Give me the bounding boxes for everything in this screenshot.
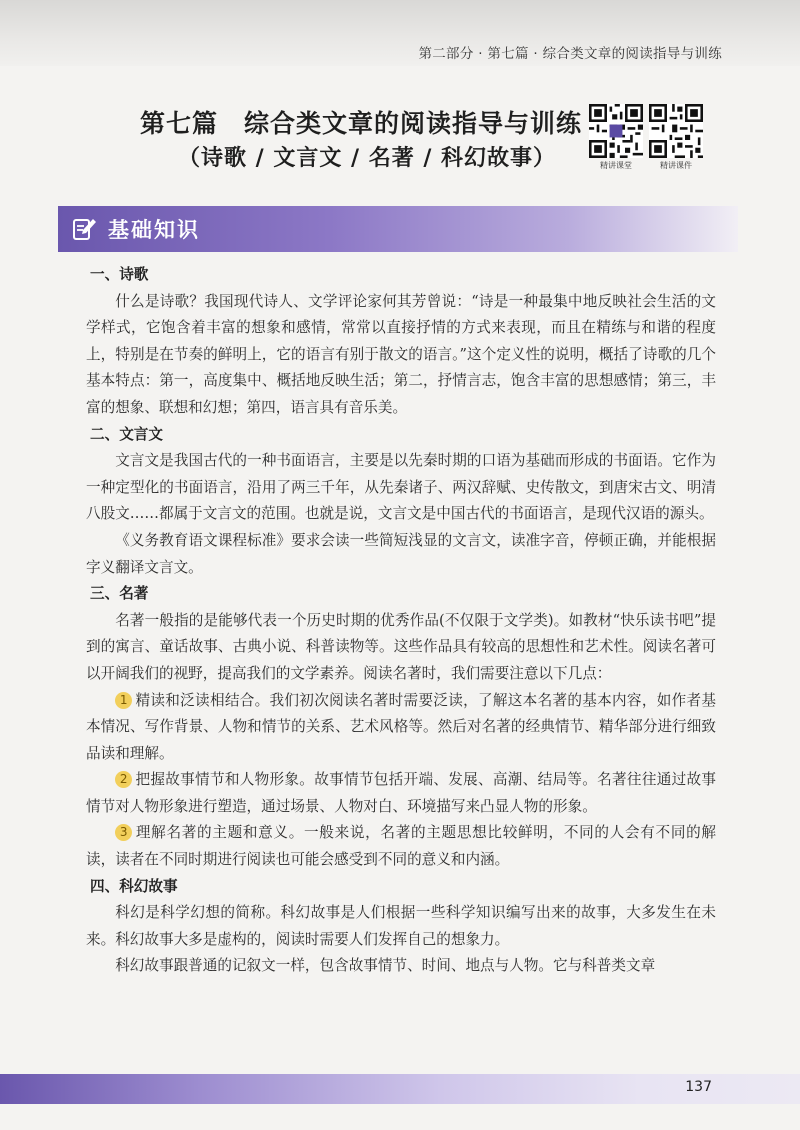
footer-band <box>0 1074 800 1104</box>
pencil-note-icon <box>72 216 98 242</box>
section-banner-label: 基础知识 <box>108 218 200 242</box>
paragraph: 《义务教育语文课程标准》要求会读一些简短浅显的文言文，读准字音，停顿正确，并能根据字义翻译文言文。 <box>86 531 716 576</box>
qr-caption: 精讲课堂 <box>600 161 632 170</box>
running-header-title: 第二部分 · 第七篇 · 综合类文章的阅读指导与训练 <box>418 46 722 62</box>
chapter-subtitle: （诗歌 / 文言文 / 名著 / 科幻故事） <box>178 145 557 171</box>
heading-classical-chinese: 二、文言文 <box>90 425 163 443</box>
point-text: 把握故事情节和人物形象。故事情节包括开端、发展、高潮、结局等。名著往往通过故事情节对人物形象进行塑造，通过场景、人物对白、环境描写来凸显人物的形象。 <box>86 771 716 815</box>
qr-code-courseware[interactable] <box>648 104 704 171</box>
paragraph: 名著一般指的是能够代表一个历史时期的优秀作品(不仅限于文学类)。如教材“快乐读书吧”提到的寓言、童话故事、古典小说、科普读物等。这些作品具有较高的思想性和艺术性。阅读名著可以开阔我们的视野，提高我们的文学素养。阅读名著时，我们需要注意以下几点： <box>86 611 716 682</box>
paragraph: 什么是诗歌？我国现代诗人、文学评论家何其芳曾说：“诗是一种最集中地反映社会生活的文学样式，它饱含着丰富的想象和感情，常常以直接抒情的方式来表现，而且在精练与和谐的程度上，特别是在节奏的鲜明上，它的语言有别于散文的语言。”这个定义性的说明，概括了诗歌的几个基本特点：第一，高度集中、概括地反映生活；第二，抒情言志，饱含丰富的思想感情；第三，丰富的想象、联想和幻想；第四，语言具有音乐美。 <box>86 292 716 416</box>
chapter-title: 第七篇 综合类文章的阅读指导与训练 <box>140 109 583 138</box>
numbered-point <box>86 767 716 820</box>
paragraph: 文言文是我国古代的一种书面语言，主要是以先秦时期的口语为基础而形成的书面语。它作为一种定型化的书面语言，沿用了两三千年，从先秦诸子、两汉辞赋、史传散文，到唐宋古文、明清八股文……都属于文言文的范围。也就是说，文言文是中国古代的书面语言，是现代汉语的源头。 <box>86 452 716 523</box>
heading-classics: 三、名著 <box>90 585 149 603</box>
qr-code-icon <box>589 104 643 158</box>
number-badge: 2 <box>115 771 132 788</box>
number-badge: 1 <box>115 692 132 709</box>
paragraph: 科幻是科学幻想的简称。科幻故事是人们根据一些科学知识编写出来的故事，大多发生在未来。科幻故事大多是虚构的，阅读时需要人们发挥自己的想象力。 <box>86 904 716 948</box>
numbered-point <box>86 820 716 873</box>
point-text: 理解名著的主题和意义。一般来说，名著的主题思想比较鲜明，不同的人会有不同的解读，读者在不同时期进行阅读也可能会感受到不同的意义和内涵。 <box>86 824 716 869</box>
running-header <box>0 0 800 66</box>
paragraph: 科幻故事跟普通的记叙文一样，包含故事情节、时间、地点与人物。它与科普类文章 <box>115 957 656 975</box>
section-banner <box>58 206 738 252</box>
qr-code-lecture[interactable] <box>588 104 644 171</box>
number-badge: 3 <box>115 824 132 841</box>
qr-caption: 精讲课件 <box>660 161 692 170</box>
page-number: 137 <box>685 1079 712 1095</box>
heading-poetry: 一、诗歌 <box>90 266 149 283</box>
point-text: 精读和泛读相结合。我们初次阅读名著时需要泛读，了解这本名著的基本内容，如作者基本情况、写作背景、人物和情节的关系、艺术风格等。然后对名著的经典情节、精华部分进行细致品读和理解。 <box>86 691 716 762</box>
heading-science-fiction: 四、科幻故事 <box>90 877 178 895</box>
body-content <box>86 262 716 980</box>
numbered-point <box>86 688 716 768</box>
qr-code-icon <box>649 104 703 158</box>
